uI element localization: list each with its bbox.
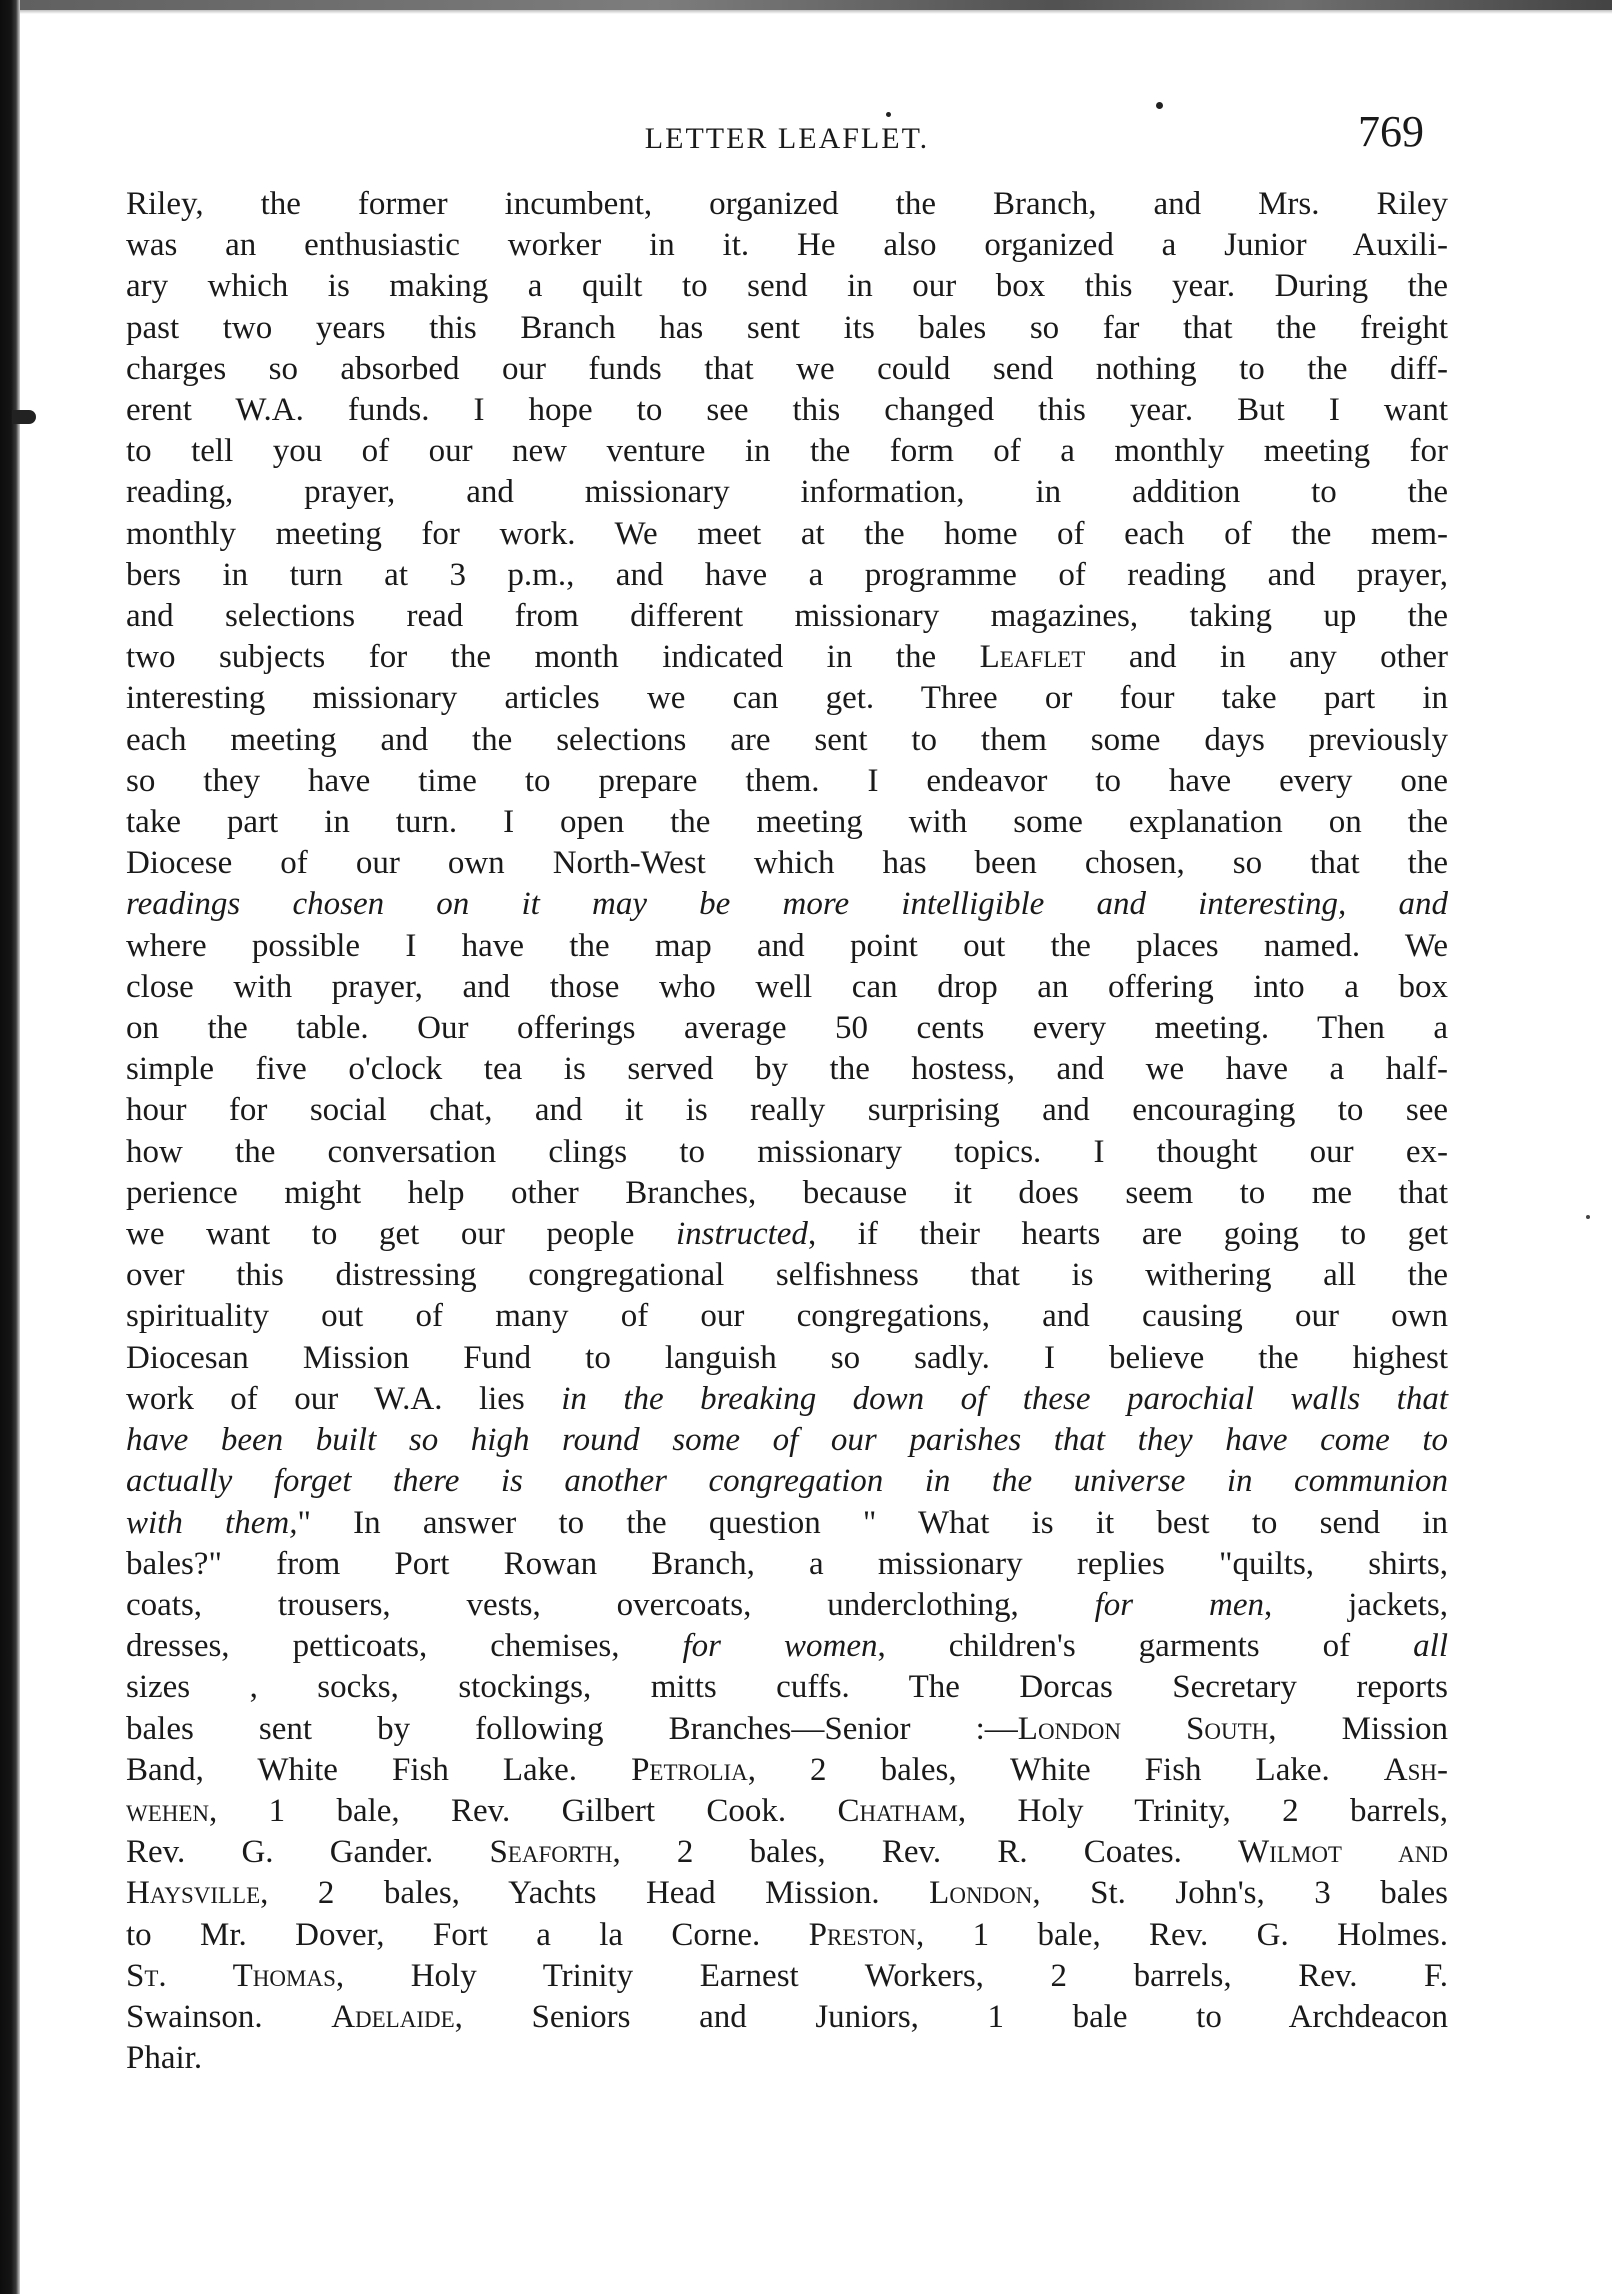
text-run: erent W.A. funds. I hope to see this changed this year. But I want [126, 392, 1448, 429]
text-run: two subjects for the month indicated in the [126, 639, 980, 676]
text-line [126, 1008, 1448, 1049]
text-line [126, 884, 1448, 925]
text-line [126, 390, 1448, 431]
text-line [126, 308, 1448, 349]
text-run: spirituality out of many of our congregations, and causing our own [126, 1298, 1448, 1335]
italic-run: for men [1094, 1586, 1265, 1623]
top-scan-rule [20, 0, 1612, 10]
text-run: , children's garments of [877, 1628, 1414, 1665]
text-run: Rev. G. Gander. [126, 1834, 490, 1871]
text-run: to Mr. Dover, Fort a la Corne. [126, 1916, 809, 1953]
text-line [126, 1832, 1448, 1873]
text-run: so they have time to prepare them. I endeavor to have every one [126, 762, 1448, 799]
text-line [126, 967, 1448, 1008]
text-line [126, 2038, 1448, 2079]
print-speck [1586, 1215, 1590, 1219]
small-caps-run: London [929, 1875, 1033, 1912]
text-line [126, 926, 1448, 967]
italic-run: all [1413, 1628, 1448, 1665]
text-run: , 2 bales, White Fish Lake. [747, 1751, 1384, 1788]
page [126, 100, 1448, 2079]
small-caps-run: St. Thomas [126, 1957, 336, 1994]
text-run: perience might help other Branches, because it does seem to me that [126, 1174, 1448, 1211]
text-run: past two years this Branch has sent its bales so far that the freight [126, 309, 1448, 346]
text-line [126, 1379, 1448, 1420]
small-caps-run: wehen [126, 1792, 210, 1829]
text-run: take part in turn. I open the meeting with some explanation on the [126, 804, 1448, 841]
italic-run: with them, [126, 1504, 298, 1541]
text-run: we want to get our people [126, 1216, 676, 1253]
text-line [126, 843, 1448, 884]
italic-run: instructed [675, 1216, 808, 1253]
text-line [126, 1338, 1448, 1379]
text-run: " In answer to the question " What is it best to send in [297, 1504, 1448, 1541]
italic-run: readings chosen on it may be more intelligible and interesting, and [126, 886, 1448, 923]
text-run: , Holy Trinity, 2 barrels, [957, 1792, 1448, 1829]
text-run: on the table. Our offerings average 50 cents every meeting. Then a [126, 1010, 1448, 1047]
text-line [126, 225, 1448, 266]
small-caps-run: London South [1017, 1710, 1269, 1747]
text-line [126, 596, 1448, 637]
italic-run: have been built so high round some of our parishes that they have come to [126, 1422, 1448, 1459]
text-run: simple five o'clock tea is served by the hostess, and we have a half- [126, 1051, 1448, 1088]
small-caps-run: Ash- [1383, 1751, 1449, 1788]
text-run: dresses, petticoats, chemises, [126, 1628, 683, 1665]
text-run: , 1 bale, Rev. G. Holmes. [916, 1916, 1448, 1953]
small-caps-run: Leaflet [979, 639, 1086, 676]
text-run: work of our W.A. lies [126, 1380, 562, 1417]
binding-notch [12, 410, 36, 424]
text-line [126, 678, 1448, 719]
top-scan-shadow [20, 10, 1612, 14]
text-line [126, 266, 1448, 307]
text-run: and selections read from different missionary magazines, taking up the [126, 598, 1448, 635]
text-line [126, 802, 1448, 843]
text-run: , jackets, [1264, 1586, 1449, 1623]
small-caps-run: Wilmot and [1238, 1834, 1448, 1871]
text-run: Diocesan Mission Fund to languish so sadly. I believe the highest [126, 1339, 1448, 1376]
italic-run: actually forget there is another congregation in the universe in communion [126, 1463, 1448, 1500]
text-line [126, 514, 1448, 555]
text-run: , 2 bales, Yachts Head Mission. [260, 1875, 930, 1912]
text-line [126, 184, 1448, 225]
text-run: , 1 bale, Rev. Gilbert Cook. [209, 1792, 838, 1829]
text-line [126, 1750, 1448, 1791]
text-line [126, 1709, 1448, 1750]
text-line [126, 1132, 1448, 1173]
italic-run: for women [682, 1628, 878, 1665]
print-speck [886, 112, 891, 117]
text-run: Band, White Fish Lake. [126, 1751, 632, 1788]
text-line [126, 1503, 1448, 1544]
small-caps-run: Petrolia [631, 1751, 748, 1788]
text-run: Phair. [126, 2040, 203, 2077]
text-line [126, 1873, 1448, 1914]
binding-edge [0, 0, 20, 2294]
text-line [126, 1791, 1448, 1832]
text-line [126, 1255, 1448, 1296]
text-run: interesting missionary articles we can get. Three or four take part in [126, 680, 1448, 717]
text-run: where possible I have the map and point out the places named. We [126, 927, 1448, 964]
text-run: charges so absorbed our funds that we could send nothing to the diff- [126, 350, 1448, 387]
text-run: reading, prayer, and missionary information, in addition to the [126, 474, 1448, 511]
small-caps-run: Haysville [126, 1875, 261, 1912]
text-run: , St. John's, 3 bales [1032, 1875, 1448, 1912]
text-line [126, 720, 1448, 761]
text-line [126, 1296, 1448, 1337]
text-run: Swainson. [126, 1998, 332, 2035]
text-line [126, 1420, 1448, 1461]
text-run: , if their hearts are going to get [807, 1216, 1448, 1253]
text-line [126, 1173, 1448, 1214]
text-line [126, 1626, 1448, 1667]
running-head [126, 100, 1448, 184]
text-line [126, 431, 1448, 472]
text-line [126, 637, 1448, 678]
text-run: , Seniors and Juniors, 1 bale to Archdeacon [454, 1998, 1448, 2035]
text-run: was an enthusiastic worker in it. He also organized a Junior Auxili- [126, 227, 1448, 264]
text-run: bers in turn at 3 p.m., and have a programme of reading and prayer, [126, 556, 1448, 593]
running-title: LETTER LEAFLET. [644, 122, 930, 155]
text-line [126, 472, 1448, 513]
text-line [126, 1997, 1448, 2038]
text-line [126, 1461, 1448, 1502]
text-line [126, 1544, 1448, 1585]
text-line [126, 761, 1448, 802]
text-line [126, 1214, 1448, 1255]
body-text [126, 184, 1448, 2079]
text-run: bales?" from Port Rowan Branch, a missionary replies "quilts, shirts, [126, 1545, 1448, 1582]
text-run: to tell you of our new venture in the form of a monthly meeting for [126, 433, 1448, 470]
text-run: ary which is making a quilt to send in our box this year. During the [126, 268, 1448, 305]
small-caps-run: Chatham [837, 1792, 958, 1829]
text-run: close with prayer, and those who well can drop an offering into a box [126, 968, 1448, 1005]
text-run: Riley, the former incumbent, organized the Branch, and Mrs. Riley [126, 186, 1448, 222]
page-number: 769 [1358, 107, 1424, 156]
text-run: coats, trousers, vests, overcoats, underclothing, [126, 1586, 1095, 1623]
text-line [126, 1915, 1448, 1956]
text-line [126, 1956, 1448, 1997]
small-caps-run: Preston [808, 1916, 917, 1953]
small-caps-run: Adelaide [331, 1998, 455, 2035]
text-line [126, 1090, 1448, 1131]
text-run: Diocese of our own North-West which has been chosen, so that the [126, 845, 1448, 882]
text-run: hour for social chat, and it is really surprising and encouraging to see [126, 1092, 1448, 1129]
print-speck [1156, 102, 1163, 109]
text-run: and in any other [1085, 639, 1448, 676]
text-run: sizes , socks, stockings, mitts cuffs. The Dorcas Secretary reports [126, 1669, 1448, 1706]
text-run: each meeting and the selections are sent to them some days previously [126, 721, 1448, 758]
italic-run: in the breaking down of these parochial walls that [561, 1380, 1448, 1417]
text-run: monthly meeting for work. We meet at the home of each of the mem- [126, 515, 1448, 552]
small-caps-run: Seaforth [489, 1834, 613, 1871]
text-run: bales sent by following Branches—Senior :— [126, 1710, 1018, 1747]
text-run: how the conversation clings to missionary topics. I thought our ex- [126, 1133, 1448, 1170]
text-line [126, 1585, 1448, 1626]
text-line [126, 349, 1448, 390]
text-run: , Holy Trinity Earnest Workers, 2 barrels, Rev. F. [335, 1957, 1448, 1994]
text-run: , 2 bales, Rev. R. Coates. [612, 1834, 1239, 1871]
text-run: over this distressing congregational selfishness that is withering all the [126, 1257, 1448, 1294]
text-run: , Mission [1268, 1710, 1448, 1747]
text-line [126, 555, 1448, 596]
text-line [126, 1049, 1448, 1090]
text-line [126, 1667, 1448, 1708]
